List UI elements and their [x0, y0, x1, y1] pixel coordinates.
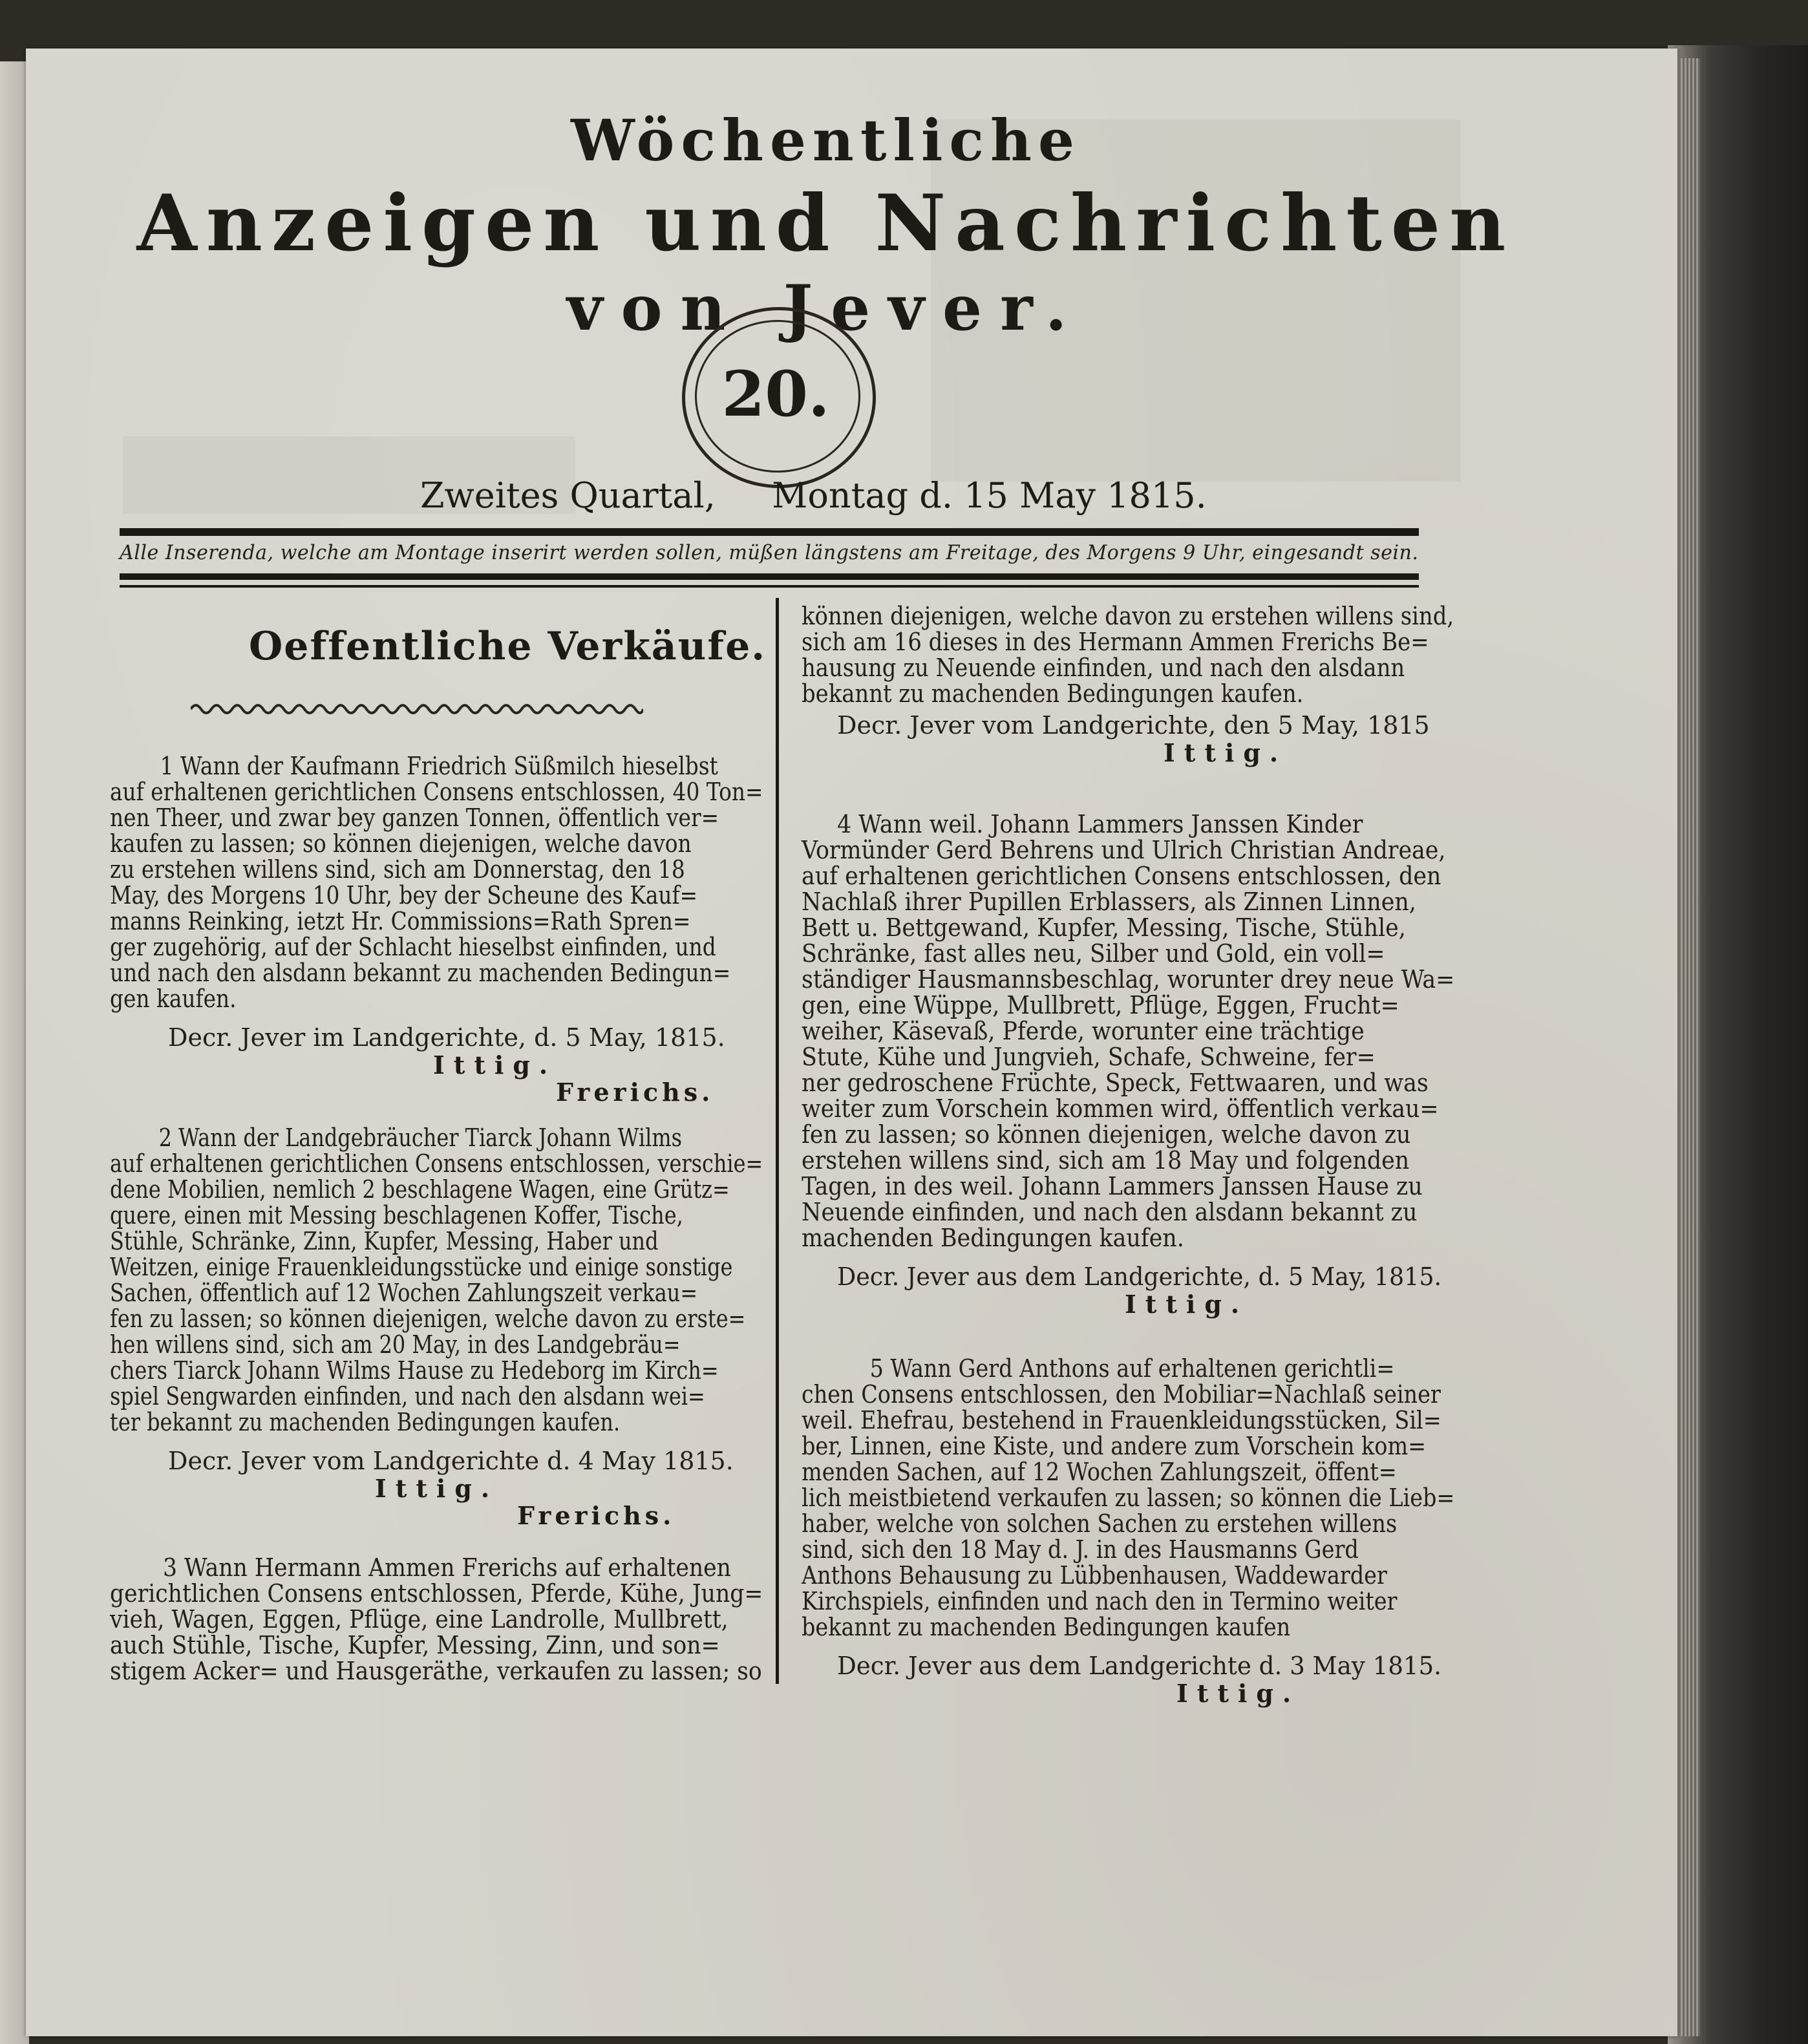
notice-line: ner gedroschene Früchte, Speck, Fettwaaren, und was	[802, 1069, 1429, 1097]
notice-line: hausung zu Neuende einfinden, und nach den alsdann	[802, 654, 1405, 682]
notice-1-signature-frerichs: Frerichs.	[556, 1078, 714, 1107]
notice-1-signature-ittig: Ittig.	[433, 1050, 557, 1080]
notice-3-signature-ittig: Ittig.	[1164, 738, 1288, 767]
notice-line: dene Mobilien, nemlich 2 beschlagene Wagen, eine Grütz=	[110, 1175, 730, 1204]
notice-line: Sachen, öffentlich auf 12 Wochen Zahlungszeit verkau=	[110, 1279, 698, 1307]
notice-line: gen, eine Wüppe, Mullbrett, Pflüge, Eggen, Frucht=	[802, 991, 1399, 1019]
notice-line: bekannt zu machenden Bedingungen kaufen.	[802, 679, 1304, 708]
notice-line: und nach den alsdann bekannt zu machenden Bedingun=	[110, 959, 731, 987]
facing-page-edge	[0, 61, 29, 2044]
ornamental-rule	[191, 701, 643, 717]
notice-5-signature-ittig: Ittig.	[1176, 1679, 1301, 1708]
notice-line: 2 Wann der Landgebräucher Tiarck Johann Wilms	[158, 1123, 683, 1152]
notice-line: sich am 16 dieses in des Hermann Ammen Frerichs Be=	[802, 628, 1429, 656]
notice-line: auf erhaltenen gerichtlichen Consens entschlossen, den	[802, 862, 1441, 890]
page-stack-edge	[1681, 58, 1700, 2036]
issue-quarter: Zweites Quartal,	[420, 475, 716, 516]
masthead-place: von Jever.	[566, 271, 1085, 345]
notice-line: Weitzen, einige Frauenkleidungsstücke und einige sonstige	[110, 1253, 733, 1281]
notice-line: stigem Acker= und Hausgeräthe, verkaufen zu lassen; so	[110, 1657, 762, 1685]
notice-line: Stühle, Schränke, Zinn, Kupfer, Messing, Haber und	[110, 1227, 659, 1255]
notice-line: ger zugehörig, auf der Schlacht hieselbst einfinden, und	[110, 933, 716, 961]
notice-line: machenden Bedingungen kaufen.	[802, 1224, 1184, 1252]
notice-line: menden Sachen, auf 12 Wochen Zahlungszeit, öffent=	[802, 1458, 1397, 1486]
section-heading: Oeffentliche Verkäufe.	[249, 624, 767, 669]
notice-line: hen willens sind, sich am 20 May, in des Landgebräu=	[110, 1330, 681, 1359]
notice-line: Vormünder Gerd Behrens und Ulrich Christian Andreae,	[802, 836, 1446, 864]
bottom-rule-thin	[120, 585, 1419, 588]
notice-line: ter bekannt zu machenden Bedingungen kaufen.	[110, 1408, 621, 1436]
notice-2	[110, 1125, 888, 1435]
notice-line: weil. Ehefrau, bestehend in Frauenkleidungsstücken, Sil=	[802, 1406, 1441, 1434]
notice-3-continued	[802, 603, 1534, 707]
notice-line: Schränke, fast alles neu, Silber und Gold, ein voll=	[802, 939, 1385, 968]
notice-line: kaufen zu lassen; so können diejenigen, welche davon	[110, 829, 692, 858]
masthead-line-1: Wöchentliche	[571, 107, 1081, 174]
notice-line: lich meistbietend verkaufen zu lassen; so können die Lieb=	[802, 1484, 1455, 1512]
notice-line: Kirchspiels, einfinden und nach den in Termino weiter	[802, 1587, 1398, 1615]
notice-4-decree: Decr. Jever aus dem Landgerichte, d. 5 May, 1815.	[837, 1262, 1442, 1291]
bottom-rule	[120, 573, 1419, 580]
notice-line: fen zu lassen; so können diejenigen, welche davon zu	[802, 1120, 1411, 1149]
issue-date: Montag d. 15 May 1815.	[772, 475, 1207, 516]
notice-3	[110, 1555, 827, 1684]
notice-line: Tagen, in des weil. Johann Lammers Janssen Hause zu	[802, 1172, 1423, 1200]
notice-line: Bett u. Bettgewand, Kupfer, Messing, Tische, Stühle,	[802, 913, 1406, 942]
notice-5-decree: Decr. Jever aus dem Landgerichte d. 3 May 1815.	[837, 1652, 1441, 1680]
notice-line: May, des Morgens 10 Uhr, bey der Scheune des Kauf=	[110, 881, 698, 910]
notice-2-decree: Decr. Jever vom Landgerichte d. 4 May 1815.	[168, 1447, 734, 1475]
notice-5	[802, 1356, 1544, 1640]
notice-line: chen Consens entschlossen, den Mobiliar=Nachlaß seiner	[802, 1380, 1441, 1409]
notice-line: 5 Wann Gerd Anthons auf erhaltenen gerichtli=	[869, 1354, 1395, 1383]
notice-line: ber, Linnen, eine Kiste, und andere zum Vorschein kom=	[802, 1432, 1427, 1460]
notice-line: auch Stühle, Tische, Kupfer, Messing, Zinn, und son=	[110, 1631, 720, 1659]
notice-line: Nachlaß ihrer Pupillen Erblassers, als Zinnen Linnen,	[802, 888, 1416, 916]
notice-line: können diejenigen, welche davon zu erstehen willens sind,	[802, 602, 1454, 630]
notice-4	[802, 811, 1515, 1251]
notice-line: weiher, Käsevaß, Pferde, worunter eine trächtige	[802, 1017, 1365, 1045]
notice-2-signature-frerichs: Frerichs.	[517, 1501, 675, 1530]
notice-line: haber, welche von solchen Sachen zu erstehen willens	[802, 1509, 1398, 1538]
issue-number: 20.	[721, 357, 830, 431]
notice-line: bekannt zu machenden Bedingungen kaufen	[802, 1613, 1291, 1641]
notice-line: gen kaufen.	[110, 985, 237, 1013]
notice-line: ständiger Hausmannsbeschlag, worunter drey neue Wa=	[802, 965, 1455, 994]
notice-line: manns Reinking, ietzt Hr. Commissions=Rath Spren=	[110, 907, 691, 935]
notice-line: sind, sich den 18 May d. J. in des Hausmanns Gerd	[802, 1535, 1359, 1564]
notice-line: Anthons Behausung zu Lübbenhausen, Waddewarder	[802, 1561, 1387, 1590]
newspaper-page	[26, 48, 1677, 2036]
notice-line: nen Theer, und zwar bey ganzen Tonnen, öffentlich ver=	[110, 804, 719, 832]
top-rule	[120, 528, 1419, 536]
notice-line: vieh, Wagen, Eggen, Pflüge, eine Landrolle, Mullbrett,	[110, 1605, 729, 1634]
submission-notice: Alle Inserenda, welche am Montage inserirt werden sollen, müßen längstens am Freitage, des Morgens 9 Uhr, eingesandt sein.	[120, 541, 1419, 564]
notice-3-decree: Decr. Jever vom Landgerichte, den 5 May, 1815	[837, 711, 1430, 740]
issue-dateline	[420, 475, 1207, 516]
notice-line: Stute, Kühe und Jungvieh, Schafe, Schweine, fer=	[802, 1043, 1376, 1071]
notice-line: 3 Wann Hermann Ammen Frerichs auf erhaltenen	[162, 1553, 731, 1582]
notice-line: fen zu lassen; so können diejenigen, welche davon zu erste=	[110, 1304, 746, 1333]
notice-2-signature-ittig: Ittig.	[375, 1474, 499, 1503]
notice-line: spiel Sengwarden einfinden, und nach den alsdann wei=	[110, 1382, 705, 1411]
notice-line: chers Tiarck Johann Wilms Hause zu Hedeborg im Kirch=	[110, 1356, 719, 1385]
notice-line: Neuende einfinden, und nach den alsdann bekannt zu	[802, 1198, 1418, 1226]
notice-line: 4 Wann weil. Johann Lammers Janssen Kinder	[836, 810, 1363, 838]
notice-line: auf erhaltenen gerichtlichen Consens entschlossen, 40 Ton=	[110, 778, 763, 806]
notice-line: weiter zum Vorschein kommen wird, öffentlich verkau=	[802, 1094, 1439, 1123]
masthead-title: Anzeigen und Nachrichten	[136, 178, 1515, 269]
notice-line: 1 Wann der Kaufmann Friedrich Süßmilch hieselbst	[160, 752, 718, 780]
notice-line: zu erstehen willens sind, sich am Donnerstag, den 18	[110, 855, 685, 884]
notice-line: auf erhaltenen gerichtlichen Consens entschlossen, verschie=	[110, 1149, 763, 1178]
notice-line: gerichtlichen Consens entschlossen, Pferde, Kühe, Jung=	[110, 1579, 763, 1608]
notice-line: quere, einen mit Messing beschlagenen Koffer, Tische,	[110, 1201, 683, 1230]
notice-line: erstehen willens sind, sich am 18 May und folgenden	[802, 1146, 1410, 1175]
notice-4-signature-ittig: Ittig.	[1125, 1290, 1249, 1319]
notice-1	[110, 753, 867, 1012]
notice-1-decree: Decr. Jever im Landgerichte, d. 5 May, 1815.	[168, 1023, 725, 1052]
